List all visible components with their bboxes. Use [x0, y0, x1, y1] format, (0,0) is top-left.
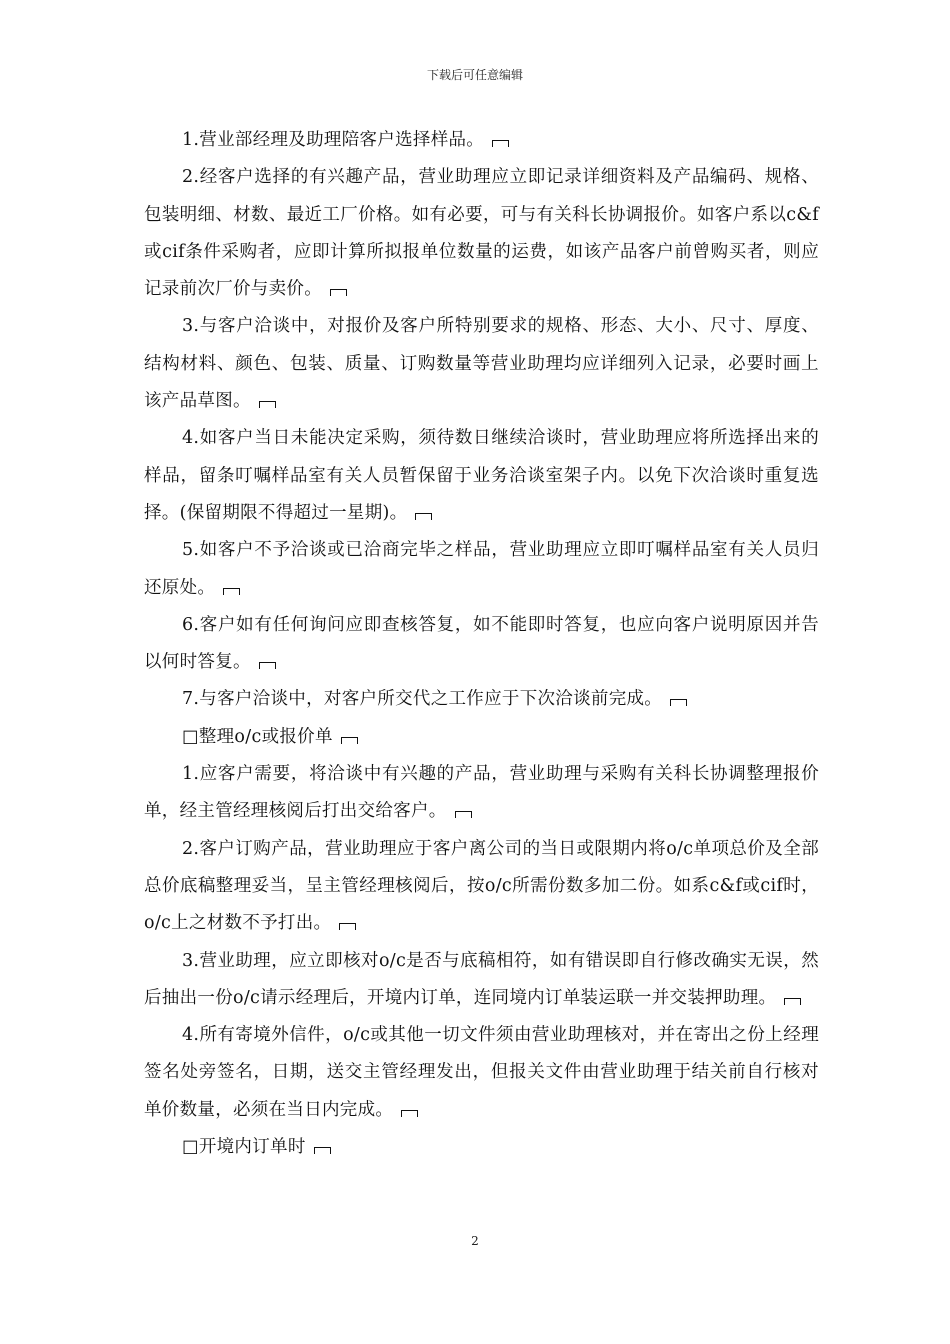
section-heading-text: □开境内订单时 [182, 1137, 306, 1158]
section-heading [144, 1129, 819, 1166]
paragraph [144, 308, 819, 420]
document-body [144, 122, 819, 1166]
paragraph-mark-icon [492, 140, 509, 147]
paragraph [144, 159, 819, 308]
section-heading [144, 719, 819, 756]
paragraph-mark-icon [330, 289, 347, 296]
paragraph [144, 831, 819, 943]
paragraph-text: 1.应客户需要，将洽谈中有兴趣的产品，营业助理与采购有关科长协调整理报价单，经主管经理核阅后打出交给客户。 [144, 764, 819, 822]
paragraph-text: 4.所有寄境外信件，o/c或其他一切文件须由营业助理核对，并在寄出之份上经理签名处旁签名，日期，送交主管经理发出，但报关文件由营业助理于结关前自行核对单价数量，必须在当日内完成。 [144, 1025, 819, 1120]
paragraph [144, 122, 819, 159]
paragraph-text: 2.客户订购产品，营业助理应于客户离公司的当日或限期内将o/c单项总价及全部总价底稿整理妥当，呈主管经理核阅后，按o/c所需份数多加二份。如系c&f或cif时，o/c上之材数不予打出。 [144, 838, 819, 934]
paragraph-text: 2.经客户选择的有兴趣产品，营业助理应立即记录详细资料及产品编码、规格、包装明细、材数、最近工厂价格。如有必要，可与有关科长协调报价。如客户系以c&f或cif条件采购者，应即计算所拟报单位数量的运费，如该产品客户前曾购买者，则应记录前次厂价与卖价。 [144, 167, 819, 300]
paragraph [144, 532, 819, 607]
paragraph-text: 6.客户如有任何询问应即查核答复，如不能即时答复，也应向客户说明原因并告以何时答复。 [144, 614, 819, 673]
paragraph [144, 607, 819, 682]
paragraph-mark-icon [259, 401, 276, 408]
paragraph [144, 1017, 819, 1129]
paragraph [144, 681, 819, 718]
paragraph-text: 3.与客户洽谈中，对报价及客户所特别要求的规格、形态、大小、尺寸、厚度、结构材料、颜色、包装、质量、订购数量等营业助理均应详细列入记录，必要时画上该产品草图。 [144, 316, 819, 412]
paragraph-mark-icon [339, 923, 356, 930]
paragraph [144, 420, 819, 532]
paragraph-mark-icon [415, 513, 432, 520]
paragraph-text: 7.与客户洽谈中，对客户所交代之工作应于下次洽谈前完成。 [182, 689, 663, 710]
paragraph-text: 3.营业助理，应立即核对o/c是否与底稿相符，如有错误即自行修改确实无误，然后抽出一份o/c请示经理后，开境内订单，连同境内订单装运联一并交装押助理。 [144, 950, 819, 1008]
paragraph-mark-icon [314, 1147, 331, 1154]
paragraph-text: 5.如客户不予洽谈或已洽商完毕之样品，营业助理应立即叮嘱样品室有关人员归还原处。 [144, 540, 819, 598]
section-heading-text: □整理o/c或报价单 [182, 726, 333, 747]
paragraph-text: 1.营业部经理及助理陪客户选择样品。 [182, 130, 485, 150]
paragraph-mark-icon [401, 1110, 418, 1117]
paragraph-mark-icon [259, 662, 276, 669]
paragraph-mark-icon [341, 737, 358, 744]
paragraph [144, 756, 819, 831]
page-header: 下载后可任意编辑 [426, 68, 523, 82]
page-number: 2 [471, 1234, 479, 1248]
paragraph-text: 4.如客户当日未能决定采购，须待数日继续洽谈时，营业助理应将所选择出来的样品，留条叮嘱样品室有关人员暂保留于业务洽谈室架子内。以免下次洽谈时重复选择。(保留期限不得超过一星期)。 [144, 428, 819, 523]
paragraph-mark-icon [784, 998, 801, 1005]
paragraph-mark-icon [223, 588, 240, 595]
paragraph-mark-icon [670, 699, 687, 706]
paragraph-mark-icon [455, 811, 472, 818]
paragraph [144, 943, 819, 1018]
